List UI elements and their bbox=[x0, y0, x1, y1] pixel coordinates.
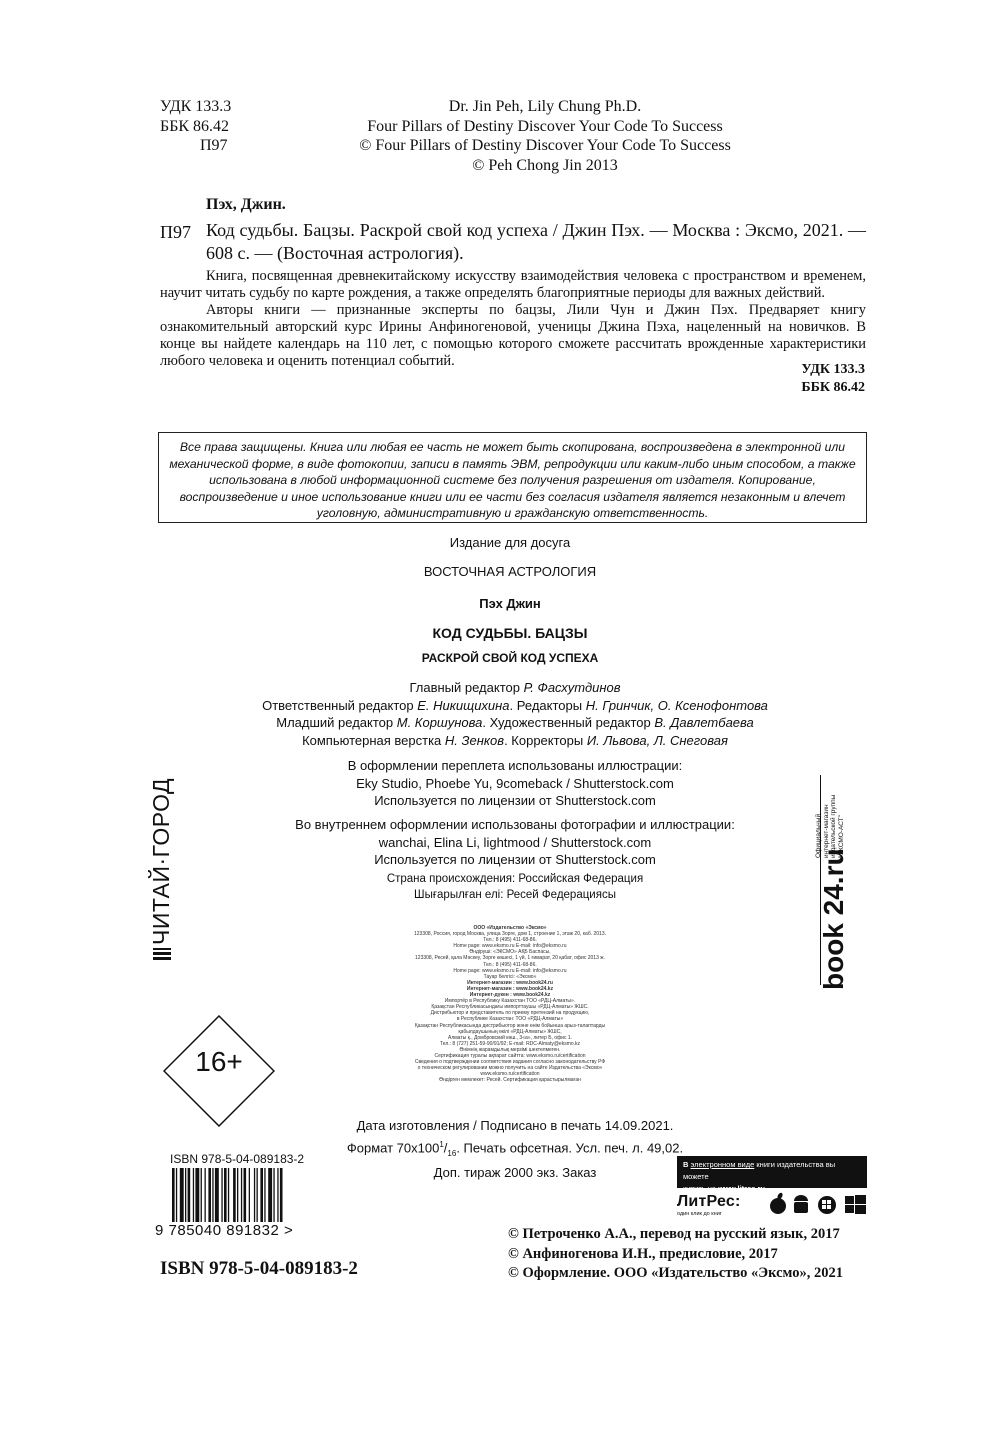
annotation-paragraph: Книга, посвященная древнекитайскому искусству взаимодействия человека с пространством и временем, научит читать судьбу по карте рождения, а также определять благоприятные периоды для важных действий. bbox=[160, 268, 866, 301]
barcode-bar bbox=[273, 1168, 274, 1222]
litres-logo: ЛитРес: bbox=[677, 1193, 741, 1210]
publisher-info-line: қабылдаушының өкілі «РДЦ-Алматы» ЖШС, bbox=[458, 1028, 562, 1035]
copyright-line: © Анфиногенова И.Н., предисловие, 2017 bbox=[508, 1245, 778, 1262]
litres-banner[interactable]: В электронном виде книги издательства вы можете купить на www.litres.ru bbox=[677, 1156, 867, 1188]
copyright-line: © Оформление. ООО «Издательство «Эксмо», 2021 bbox=[508, 1265, 843, 1281]
isbn-main: ISBN 978-5-04-089183-2 bbox=[160, 1258, 358, 1279]
bib-udk: УДК 133.3 bbox=[801, 362, 865, 377]
barcode-bar bbox=[201, 1168, 202, 1222]
publisher-info-line: Импортёр в Республику Казахстан ТОО «РДЦ-Алматы». bbox=[444, 998, 576, 1005]
print-line: Дата изготовления / Подписано в печать 14.09.2021. bbox=[356, 1118, 674, 1133]
imprint-author: Пэх Джин bbox=[479, 596, 541, 611]
publisher-info-line: Алматы қ., Домбровский көш., 3«а», литер Б, офис 1. bbox=[447, 1034, 573, 1041]
author-mark: П97 bbox=[200, 137, 228, 154]
barcode-bar bbox=[228, 1168, 229, 1222]
bib-bbk: ББК 86.42 bbox=[801, 380, 865, 395]
barcode-bar bbox=[249, 1168, 250, 1222]
barcode-number: 9 785040 891832 > bbox=[155, 1222, 294, 1239]
publisher-info-line: Дистрибьютор и представитель по приему претензий на продукцию, bbox=[430, 1010, 590, 1017]
staff-line: Главный редактор Р. Фасхутдинов bbox=[409, 680, 621, 695]
copyright-block bbox=[508, 1225, 843, 1284]
age-rating: 16+ bbox=[195, 1046, 243, 1077]
original-copyright: © Four Pillars of Destiny Discover Your Code To Success bbox=[359, 137, 731, 154]
book24-logo: book 24.ru bbox=[818, 848, 849, 990]
origin-line: Шығарылған елі: Ресей Федерациясы bbox=[414, 889, 616, 901]
barcode-bar bbox=[260, 1168, 263, 1222]
publisher-info-line: Тел.: 8 (727) 251-59-90/91/92; E-mail: RDC-Almaty@eksmo.kz bbox=[439, 1040, 581, 1047]
publisher-info-line: Қазақстан Республикасындағы импорттаушы «РДЦ-Алматы» ЖШС. bbox=[431, 1004, 589, 1011]
barcode-bar bbox=[205, 1168, 206, 1222]
publisher-info-line: www.eksmo.ru/certification bbox=[480, 1071, 540, 1078]
publisher-info bbox=[330, 925, 690, 1083]
barcode bbox=[170, 1168, 330, 1222]
barcode-bar bbox=[277, 1168, 278, 1222]
book24-caption: Официальный интернет-магазин издательской группы "ЭКСМО-АСТ" bbox=[815, 794, 845, 858]
annotation-paragraph: Авторы книги — признанные эксперты по бацзы, Лили Чун и Джин Пэх. Предваряет книгу ознакомительный авторский курс Ирины Анфиногеновой, ученицы Джина Пэха, нацеленный на новичков. В конце вы найдете календарь на 110 лет, с помощью которого сможете рассчитать врожденные характеристики любого человека и оценить потенциал событий. bbox=[160, 302, 866, 369]
bbk-code: ББК 86.42 bbox=[160, 117, 230, 135]
staff-credits bbox=[200, 679, 830, 749]
original-title: Four Pillars of Destiny Discover Your Code To Success bbox=[367, 117, 723, 135]
copyright-line: © Петроченко А.А., перевод на русский язык, 2017 bbox=[508, 1226, 840, 1242]
barcode-bar bbox=[264, 1168, 265, 1222]
country-of-origin bbox=[200, 871, 830, 903]
publisher-info-line: Тауар белгісі: «Эксмо» bbox=[483, 973, 537, 980]
barcode-bar bbox=[254, 1168, 255, 1222]
barcode-bar bbox=[224, 1168, 227, 1222]
windows-icon bbox=[845, 1195, 866, 1214]
barcode-bar bbox=[215, 1168, 219, 1222]
publisher-info-line: о техническом регулировании можно получить на сайте Издательства «Эксмо» bbox=[417, 1065, 603, 1072]
barcode-bar bbox=[185, 1168, 186, 1222]
barcode-bar bbox=[244, 1168, 247, 1222]
annotation bbox=[160, 268, 866, 370]
barcode-bar bbox=[188, 1168, 191, 1222]
apple-icon bbox=[770, 1192, 786, 1214]
windows-phone-icon bbox=[818, 1196, 836, 1214]
barcode-bar bbox=[193, 1168, 194, 1222]
publisher-info-line: 123308, Ресей, қала Мәскеу, Зорге көшесі, 1 үй, 1 ғимарат, 20 қабат, офис 2013 ж. bbox=[415, 955, 605, 962]
publisher-info-line: Қазақстан Республикасында дистрибьютор және өнім бойынша арыз-талаптарды bbox=[414, 1022, 606, 1029]
leisure-label: Издание для досуга bbox=[449, 535, 571, 550]
publisher-info-line: в Республике Казахстан: ТОО «РДЦ-Алматы» bbox=[456, 1016, 564, 1023]
illus-line: Eky Studio, Phoebe Yu, 9comeback / Shutterstock.com bbox=[356, 775, 674, 791]
staff-line: Компьютерная верстка Н. Зенков. Корректоры И. Львова, Л. Снеговая bbox=[302, 732, 728, 748]
android-icon bbox=[794, 1195, 808, 1213]
illus-line: Используется по лицензии от Shutterstock.com bbox=[374, 793, 656, 808]
author-heading: Пэх, Джин. bbox=[206, 196, 286, 213]
original-authors: Dr. Jin Peh, Lily Chung Ph.D. bbox=[448, 98, 642, 115]
illus-line: wanchai, Elina Li, lightmood / Shutterstock.com bbox=[378, 834, 652, 850]
book-title: КОД СУДЬБЫ. БАЦЗЫ bbox=[432, 625, 588, 641]
staff-line: Ответственный редактор Е. Никищихина. Редакторы Н. Гринчик, О. Ксенофонтова bbox=[262, 697, 768, 713]
barcode-bar bbox=[237, 1168, 238, 1222]
publisher-info-line: 123308, Россия, город Москва, улица Зорге, дом 1, строение 1, этаж 20, каб. 2013. bbox=[414, 931, 606, 938]
litres-tagline: один клик до книг bbox=[677, 1211, 722, 1217]
barcode-bar bbox=[221, 1168, 222, 1222]
publisher-info-line: Тел.: 8 (495) 411-68-86. bbox=[483, 961, 537, 968]
original-copyright-2: © Peh Chong Jin 2013 bbox=[472, 156, 618, 174]
bib-entry: Код судьбы. Бацзы. Раскрой свой код успеха / Джин Пэх. — Москва : Эксмо, 2021. — 608 с. — (Восточная астрология). bbox=[206, 220, 866, 263]
publisher-info-line: Home page: www.eksmo.ru E-mail: info@eksmo.ru bbox=[453, 943, 567, 950]
original-edition bbox=[230, 97, 860, 175]
barcode-bar bbox=[212, 1168, 213, 1222]
barcode-bar bbox=[208, 1168, 211, 1222]
chitai-logo-bars-icon bbox=[153, 948, 171, 960]
cover-illustrations bbox=[200, 757, 830, 810]
illus-line: В оформлении переплета использованы иллюстрации: bbox=[347, 758, 683, 773]
bib-codes bbox=[801, 361, 865, 397]
publisher-info-line: Өндіруші: «ЭКСМО» АҚБ Баспасы, bbox=[469, 949, 551, 956]
barcode-bar bbox=[233, 1168, 236, 1222]
barcode-bar bbox=[257, 1168, 258, 1222]
publisher-info-line: Тел.: 8 (495) 411-68-86. bbox=[483, 937, 537, 944]
publisher-info-line: Интернет-магазин : www.book24.ru bbox=[467, 979, 553, 986]
publisher-info-line: Сертификация туралы ақпарат сайтта: www.eksmo.ru/certification bbox=[434, 1052, 586, 1059]
barcode-bar bbox=[180, 1168, 184, 1222]
chitai-gorod-logo: ЧИТАЙ·ГОРОД bbox=[148, 740, 182, 960]
publisher-info-line: Интернет-дүкен : www.book24.kz bbox=[469, 992, 551, 999]
publisher-info-line: Өнімнің жарамдылық мерзімі шектелмеген. bbox=[459, 1046, 561, 1053]
publisher-info-line: Сведения о подтверждении соответствия издания согласно законодательству РФ bbox=[414, 1059, 606, 1066]
barcode-bar bbox=[195, 1168, 199, 1222]
barcode-bar bbox=[172, 1168, 175, 1222]
classification-block bbox=[160, 97, 231, 156]
store-icons bbox=[765, 1191, 869, 1217]
publisher-info-line: Өндірген мемлекет: Ресей. Сертификация қарастырылмаған bbox=[439, 1077, 581, 1084]
staff-line: Младший редактор М. Коршунова. Художественный редактор В. Давлетбаева bbox=[276, 715, 754, 730]
origin-line: Страна происхождения: Российская Федерация bbox=[386, 873, 644, 885]
isbn-small: ISBN 978-5-04-089183-2 bbox=[170, 1152, 305, 1166]
barcode-bar bbox=[268, 1168, 272, 1222]
series-name: ВОСТОЧНАЯ АСТРОЛОГИЯ bbox=[423, 564, 597, 579]
inner-illustrations bbox=[200, 816, 830, 869]
bib-author-mark: П97 bbox=[160, 222, 191, 242]
udk-code: УДК 133.3 bbox=[160, 98, 232, 115]
barcode-bar bbox=[280, 1168, 283, 1222]
barcode-bar bbox=[241, 1168, 242, 1222]
rights-notice: Все права защищены. Книга или любая ее часть не может быть скопирована, воспроизведена в электронной или механической форме, в виде фотокопии, записи в память ЭВМ, репродукции или каким-либо иным способом, а также использована в любой информационной системе без получения разрешения от издателя. Копирование, воспроизведение и иное использование книги или ее части без согласия издателя является незаконным и влечет уголовную, административную и гражданскую ответственность. bbox=[158, 432, 867, 523]
publisher-info-line: Интернет-магазин : www.book24.kz bbox=[466, 985, 554, 992]
print-line: Доп. тираж 2000 экз. Заказ bbox=[433, 1164, 597, 1180]
illus-line: Во внутреннем оформлении использованы фотографии и иллюстрации: bbox=[295, 817, 735, 832]
publisher-info-line: ООО «Издательство «Эксмо» bbox=[473, 925, 547, 931]
book-subtitle: РАСКРОЙ СВОЙ КОД УСПЕХА bbox=[421, 651, 599, 665]
illus-line: Используется по лицензии от Shutterstock.com bbox=[374, 852, 656, 867]
print-line: Формат $70x100^1/_{16}$. Печать офсетная. Усл. печ. л. 49,02. bbox=[346, 1140, 684, 1158]
barcode-bar bbox=[176, 1168, 177, 1222]
publisher-info-line: Home page: www.eksmo.ru E-mail: info@eksmo.ru bbox=[453, 967, 567, 974]
